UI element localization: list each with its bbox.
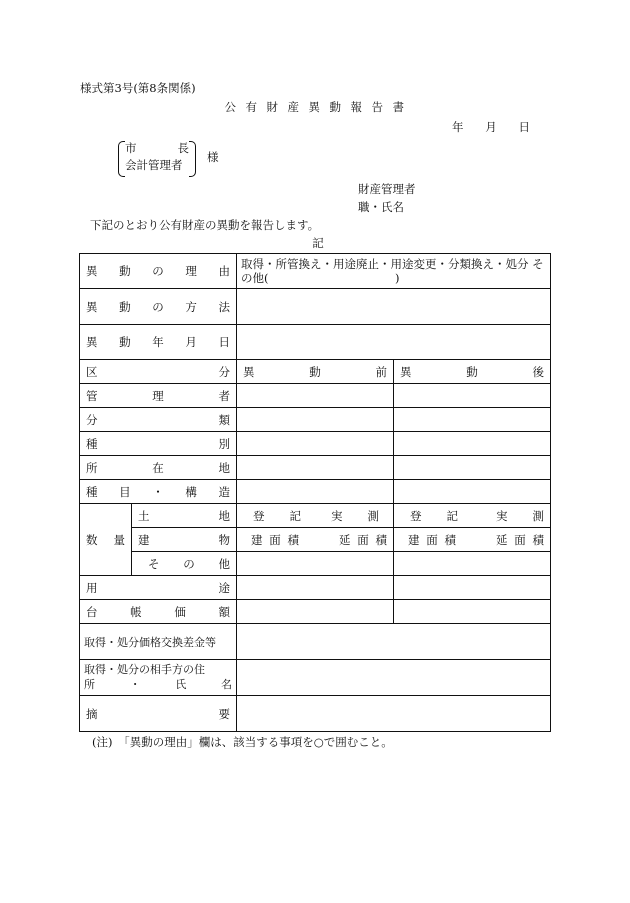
document-title: 公有財産異動報告書 (224, 100, 414, 114)
land-after[interactable] (394, 504, 551, 528)
ledger-value-label (80, 600, 237, 624)
row-category (80, 360, 551, 384)
row-quantity-land (80, 504, 551, 528)
classification-before[interactable] (237, 408, 394, 432)
reason-label (80, 254, 237, 289)
report-table (79, 253, 551, 732)
method-label (80, 289, 237, 325)
intro-text: 下記のとおり公有財産の異動を報告します。 (90, 218, 320, 232)
left-bracket (118, 141, 125, 177)
right-bracket (189, 141, 196, 177)
kind-structure-after[interactable] (394, 480, 551, 504)
honorific: 様 (207, 150, 219, 164)
label-text: 建 面 積 (251, 532, 299, 547)
label-text: 用 途 (86, 580, 230, 595)
row-method (80, 289, 551, 325)
use-before[interactable] (237, 576, 394, 600)
counterparty-label: 取得・処分の相手方の住 所 ・ 氏 名 (80, 660, 237, 696)
row-reason (80, 254, 551, 289)
row-summary (80, 696, 551, 732)
location-label (80, 456, 237, 480)
date-line (452, 121, 530, 135)
label-text: 建 面 積 (408, 532, 456, 547)
summary-label (80, 696, 237, 732)
label-text: 建 物 (138, 532, 230, 547)
label-text: 登 記 (253, 508, 301, 523)
row-type (80, 432, 551, 456)
ledger-value-before[interactable] (237, 600, 394, 624)
reason-options[interactable]: 取得・所管換え・用途廃止・用途変更・分類換え・処分 その他( ) (237, 254, 551, 289)
kind-structure-before[interactable] (237, 480, 394, 504)
row-quantity-other (80, 552, 551, 576)
type-before[interactable] (237, 432, 394, 456)
location-after[interactable] (394, 456, 551, 480)
label-text: 異 動 前 (243, 364, 387, 379)
category-label: 区 分 (80, 360, 237, 384)
label-text: 延 面 積 (496, 532, 544, 547)
building-label (132, 528, 237, 552)
manager-after[interactable] (394, 384, 551, 408)
other-before[interactable] (237, 552, 394, 576)
quantity-label (80, 504, 132, 576)
date-year: 年 (452, 120, 464, 134)
method-field[interactable] (237, 289, 551, 325)
label-text: 所 在 地 (86, 460, 230, 475)
ki-label: 記 (312, 236, 324, 250)
building-before[interactable] (237, 528, 394, 552)
label-text: 分 類 (86, 412, 230, 427)
row-manager (80, 384, 551, 408)
row-ledger-value (80, 600, 551, 624)
use-after[interactable] (394, 576, 551, 600)
other-after[interactable] (394, 552, 551, 576)
row-kind-structure (80, 480, 551, 504)
addressee-bracket (118, 141, 196, 177)
label-text: 台 帳 価 額 (86, 604, 230, 619)
label-text: 数 量 (86, 532, 125, 547)
label-text: 異 動 年 月 日 (86, 335, 230, 349)
after-label (394, 360, 551, 384)
label-text: 種 目 ・ 構 造 (86, 484, 230, 499)
date-label (80, 325, 237, 360)
label-text: 所 ・ 氏 名 (84, 677, 232, 691)
footnote: (注) 「異動の理由」欄は、該当する事項を○で囲むこと。 (92, 735, 393, 749)
classification-label (80, 408, 237, 432)
row-location (80, 456, 551, 480)
row-exchange (80, 624, 551, 660)
label-text: 登 記 (410, 508, 458, 523)
manager-before[interactable] (237, 384, 394, 408)
label-text: 延 面 積 (339, 532, 387, 547)
form-number: 様式第3号(第8条関係) (80, 81, 196, 95)
land-label (132, 504, 237, 528)
label-text: 土 地 (138, 508, 230, 523)
addressee-mayor: 市 長 (125, 141, 189, 155)
other-label (132, 552, 237, 576)
row-date (80, 325, 551, 360)
use-label (80, 576, 237, 600)
building-after[interactable] (394, 528, 551, 552)
type-after[interactable] (394, 432, 551, 456)
label-text: 実 測 (496, 508, 544, 523)
label-text: 異 動 後 (400, 364, 544, 379)
title-name-label: 職・氏名 (358, 200, 404, 214)
label-text: 異 動 の 方 法 (86, 299, 230, 314)
exchange-label: 取得・処分価格交換差金等 (80, 624, 237, 660)
before-label (237, 360, 394, 384)
label-text: 実 測 (331, 508, 379, 523)
label-text: 摘 要 (86, 706, 230, 721)
label-text: そ の 他 (148, 556, 230, 571)
counterparty-field[interactable] (237, 660, 551, 696)
land-before[interactable] (237, 504, 394, 528)
label-text: 種 別 (86, 436, 230, 451)
type-label (80, 432, 237, 456)
ledger-value-after[interactable] (394, 600, 551, 624)
manager-label (80, 384, 237, 408)
classification-after[interactable] (394, 408, 551, 432)
row-classification (80, 408, 551, 432)
property-manager-label: 財産管理者 (358, 182, 416, 196)
date-field[interactable] (237, 325, 551, 360)
date-day: 日 (518, 120, 530, 134)
row-quantity-building (80, 528, 551, 552)
row-use (80, 576, 551, 600)
location-before[interactable] (237, 456, 394, 480)
row-counterparty (80, 660, 551, 696)
addressee-accountant: 会計管理者 (125, 158, 183, 172)
kind-structure-label (80, 480, 237, 504)
label-text: 管 理 者 (86, 388, 230, 403)
exchange-field[interactable] (237, 624, 551, 660)
summary-field[interactable] (237, 696, 551, 732)
date-month: 月 (485, 120, 497, 134)
label-text: 異 動 の 理 由 (86, 264, 230, 278)
